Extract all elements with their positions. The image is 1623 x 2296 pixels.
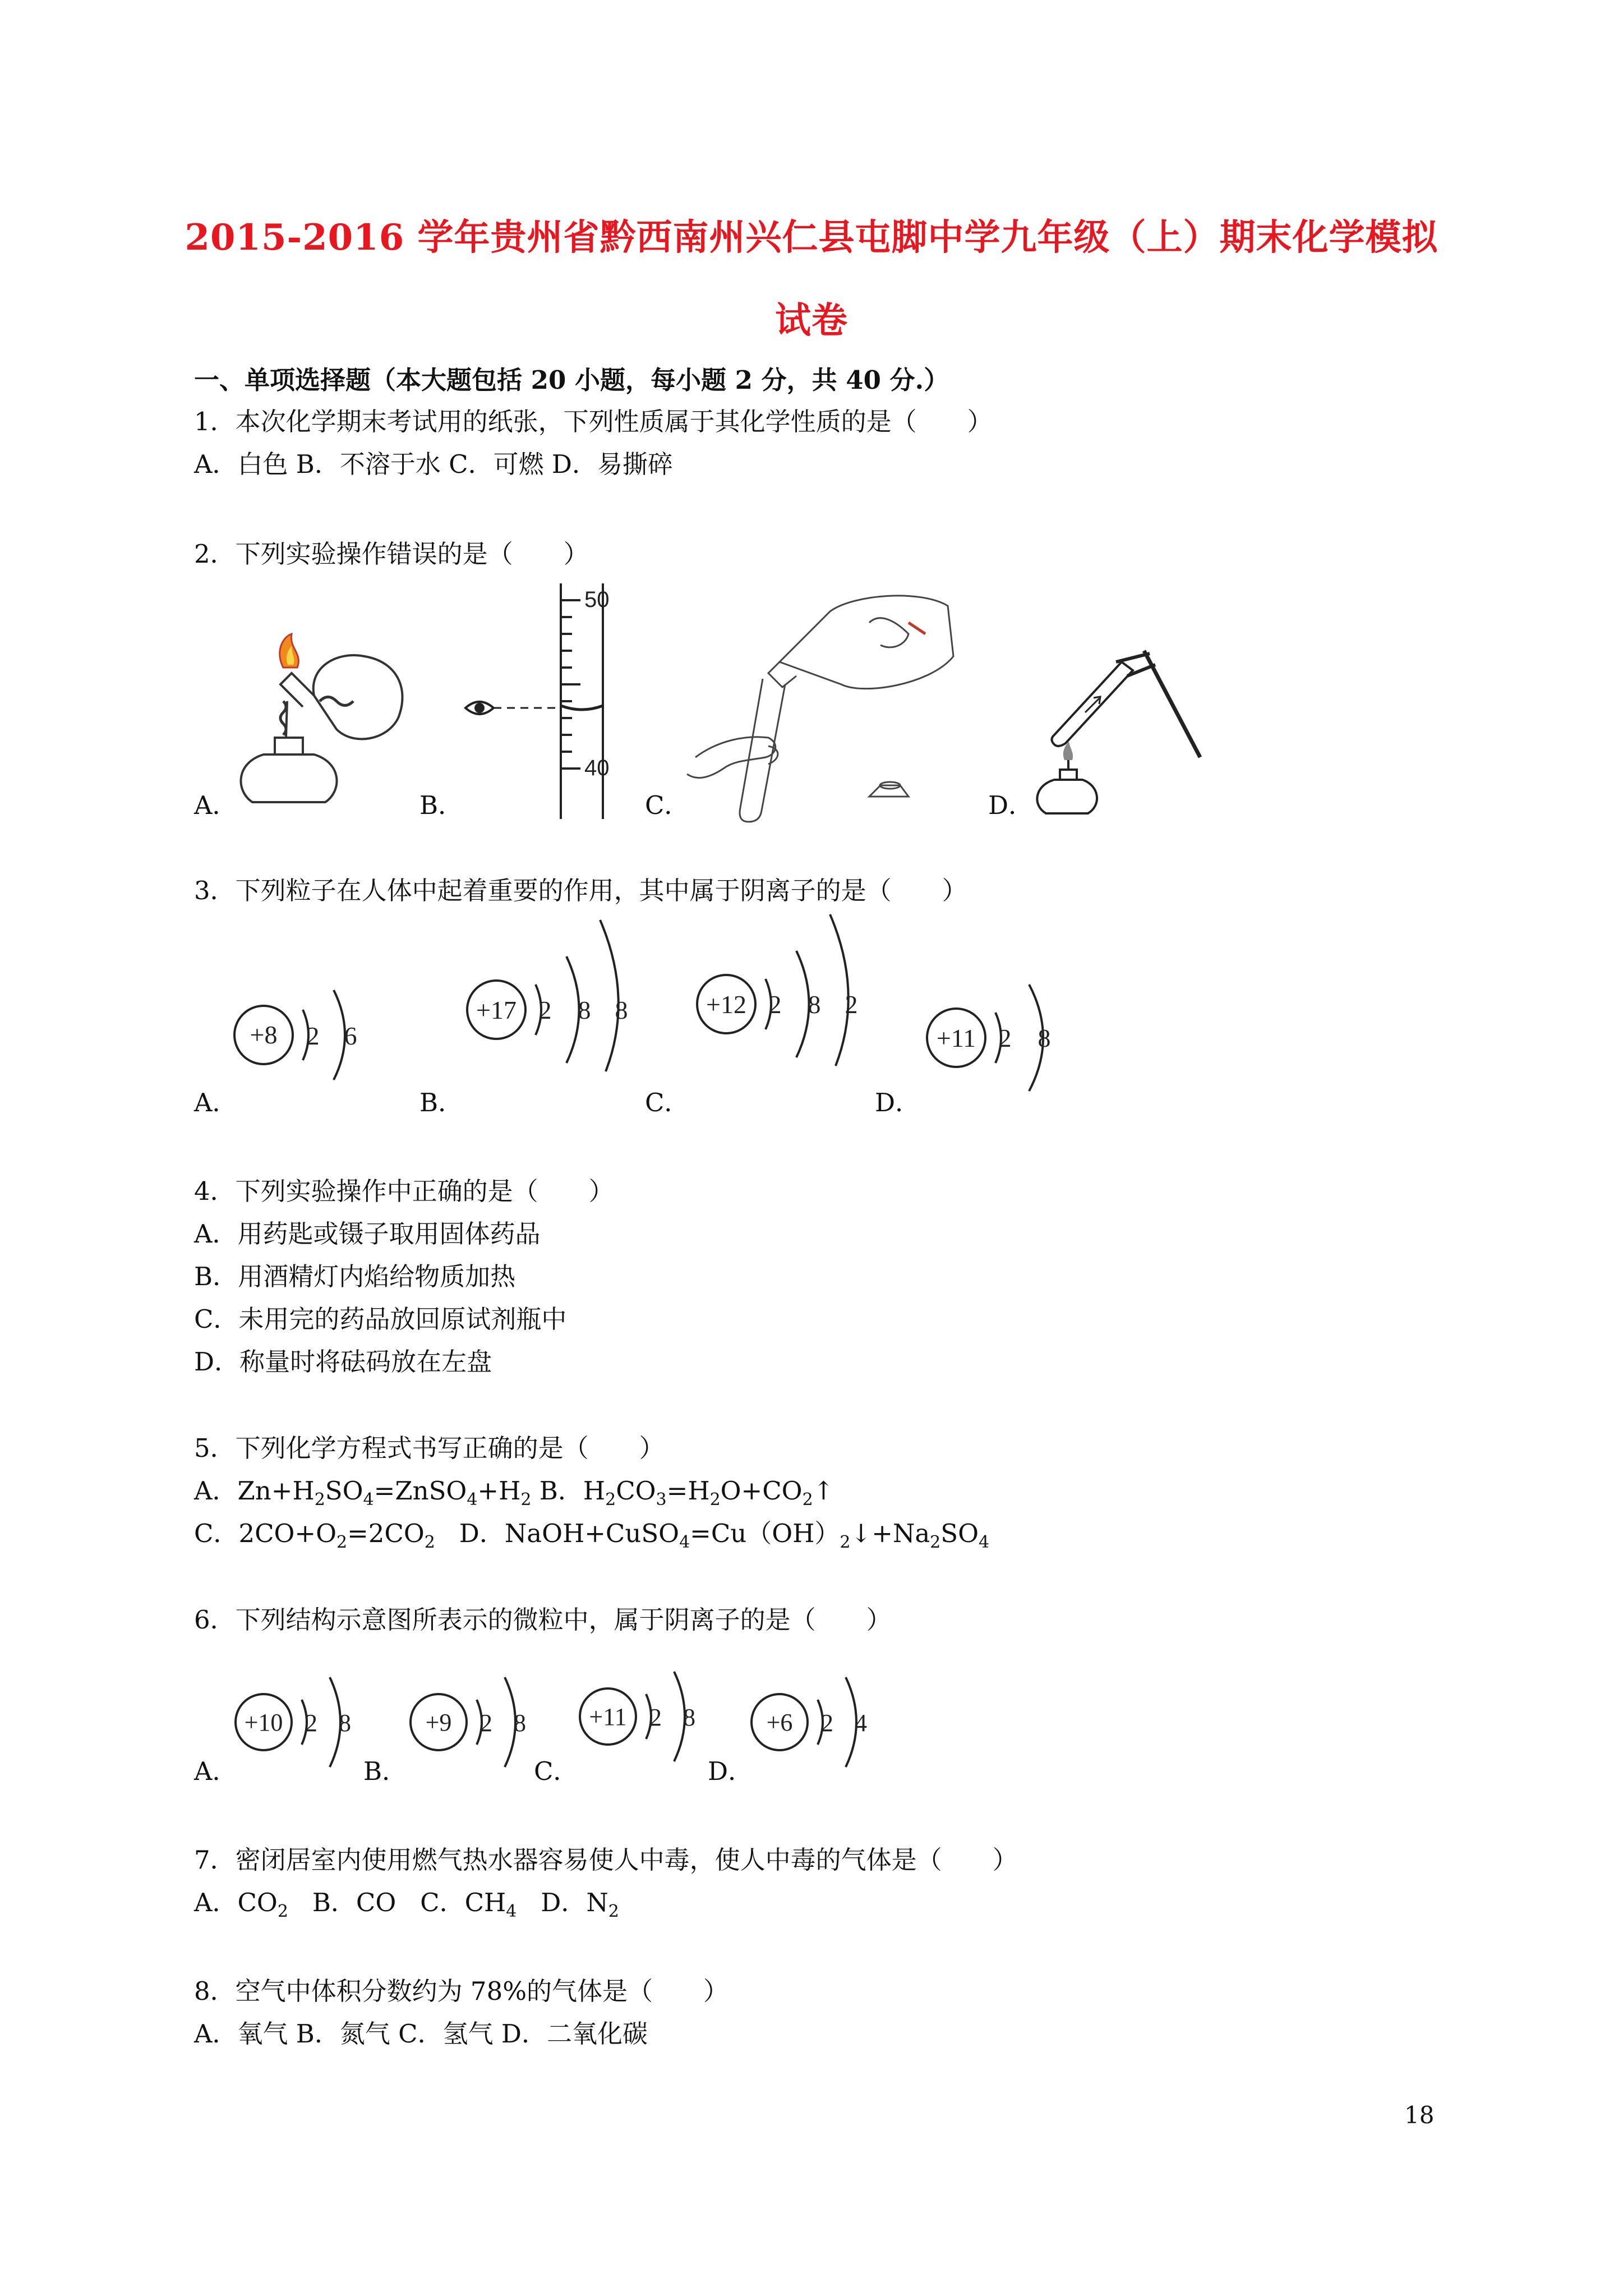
subscript: 4 [506,1902,517,1921]
question-4-stem: 4．下列实验操作中正确的是（ ） [194,1176,614,1206]
shell-electrons: 8 [615,996,628,1024]
question-3-label-d: D． [875,1088,921,1117]
nucleus-charge: +6 [766,1709,793,1736]
question-1-options: A．白色 B．不溶于水 C．可燃 D．易撕碎 [194,449,673,479]
subscript: 2 [608,1902,619,1921]
atom-diagram-6a [230,1655,365,1773]
question-8-stem: 8．空气中体积分数约为 78%的气体是（ ） [194,1976,728,2006]
shell-electrons: 2 [649,1704,662,1731]
atom-diagram-c [690,903,880,1071]
question-4-option-b: B．用酒精灯内焰给物质加热 [194,1262,516,1291]
nucleus-charge: +17 [476,996,517,1024]
shell-electrons: 4 [855,1709,867,1737]
equation-part: +Na [872,1519,930,1548]
measuring-cylinder-figure [460,583,645,825]
shell-electrons: 2 [480,1709,492,1737]
equation-part: +H [477,1476,521,1506]
atom-diagram-b [460,909,651,1077]
shell-electrons: 2 [998,1024,1012,1052]
question-5-options-cd [194,1518,990,1552]
question-4-option-c: C．未用完的药品放回原试剂瓶中 [194,1304,567,1334]
subscript: 2 [277,1902,288,1921]
precipitate-arrow-icon: ↓ [850,1519,872,1548]
shell-electrons: 2 [821,1709,833,1737]
subscript: 4 [363,1490,374,1510]
nucleus-charge: +10 [244,1709,283,1736]
equation-part: =ZnSO [374,1476,467,1506]
equation-part: NaOH+CuSO [504,1519,680,1548]
equation-part: =Cu（OH） [690,1519,840,1548]
section-heading: 一、单项选择题（本大题包括 20 小题，每小题 2 分，共 40 分.） [194,365,949,395]
subscript: 4 [978,1533,990,1552]
question-5-stem: 5．下列化学方程式书写正确的是（ ） [194,1433,665,1463]
question-2-stem: 2．下列实验操作错误的是（ ） [194,539,589,569]
question-4-option-a: A．用药匙或镊子取用固体药品 [194,1219,541,1249]
question-2-label-d: D． [988,790,1034,820]
question-2-label-b: B． [419,790,464,820]
atom-diagram-6c [574,1649,709,1767]
shell-electrons: 8 [683,1704,695,1731]
subscript: 2 [520,1490,532,1510]
option-label: D． [459,1519,505,1548]
subscript: 2 [424,1533,435,1552]
pouring-liquid-figure [684,589,965,825]
atom-diagram-6b [405,1655,540,1773]
option-a: A．CO [194,1888,278,1917]
nucleus-charge: +8 [250,1020,278,1049]
option-b: B．CO [312,1888,396,1917]
nucleus-charge: +12 [706,990,746,1019]
question-7-stem: 7．密闭居室内使用燃气热水器容易使人中毒，使人中毒的气体是（ ） [194,1845,1018,1875]
equation-part: O+CO [720,1476,803,1506]
subscript: 2 [930,1533,941,1552]
subscript: 2 [605,1490,616,1510]
shell-electrons: 8 [808,990,821,1019]
shell-electrons: 2 [306,1022,320,1050]
shell-electrons: 6 [344,1022,357,1050]
page-number: 18 [1404,2101,1435,2129]
subscript: 2 [802,1490,813,1510]
question-8-options: A．氧气 B．氮气 C．氢气 D．二氧化碳 [194,2019,648,2049]
alcohol-lamp-lighting-figure [230,634,415,819]
shell-electrons: 2 [768,990,782,1019]
question-2-label-a: A． [194,790,238,820]
option-c: C．CH [420,1888,506,1917]
question-3-label-c: C． [645,1088,690,1117]
page-title-continued: 试卷 [775,300,848,342]
question-6-label-a: A． [194,1756,238,1786]
gas-arrow-icon: ↑ [813,1476,834,1506]
subscript: 2 [840,1533,851,1552]
shell-electrons: 2 [538,996,552,1024]
cylinder-top-mark: 50 [584,587,610,612]
page-title: 2015-2016 学年贵州省黔西南州兴仁县屯脚中学九年级（上）期末化学模拟 [185,217,1438,259]
nucleus-charge: +11 [936,1024,976,1052]
subscript: 4 [679,1533,690,1552]
shell-electrons: 2 [845,990,858,1019]
equation-part: Zn+H [237,1476,315,1506]
question-3-stem: 3．下列粒子在人体中起着重要的作用，其中属于阴离子的是（ ） [194,876,967,905]
question-7-options [194,1887,619,1921]
equation-part: CO [616,1476,656,1506]
atom-diagram-6d [746,1655,880,1773]
heating-test-tube-figure [1032,651,1223,830]
equation-part: 2CO+O [238,1519,336,1548]
subscript: 4 [467,1490,478,1510]
equation-part: =H [666,1476,710,1506]
shell-electrons: 8 [578,996,591,1024]
shell-electrons: 8 [514,1709,526,1737]
equation-part: =2CO [347,1519,425,1548]
equation-part: SO [940,1519,979,1548]
question-6-label-d: D． [708,1756,754,1786]
nucleus-charge: +11 [589,1703,627,1731]
option-label: C． [194,1519,239,1548]
nucleus-charge: +9 [425,1709,452,1736]
question-5-options-ab [194,1475,834,1510]
atom-diagram-a [230,965,376,1105]
shell-electrons: 8 [339,1709,351,1737]
question-2-label-c: C． [645,790,690,820]
cylinder-bottom-mark: 40 [584,756,610,780]
question-6-stem: 6．下列结构示意图所表示的微粒中，属于阴离子的是（ ） [194,1605,892,1635]
question-1-stem: 1．本次化学期末考试用的纸张，下列性质属于其化学性质的是（ ） [194,407,993,436]
option-label: A． [194,1476,238,1506]
shell-electrons: 2 [305,1709,317,1737]
subscript: 2 [314,1490,325,1510]
option-label: B． [539,1476,583,1506]
shell-electrons: 8 [1038,1024,1051,1052]
question-3-label-a: A． [194,1088,238,1117]
subscript: 2 [709,1490,721,1510]
atom-diagram-d [920,965,1077,1111]
question-4-option-d: D．称量时将砝码放在左盘 [194,1347,492,1377]
equation-part: SO [325,1476,363,1506]
subscript: 2 [336,1533,348,1552]
question-6-label-b: B． [363,1756,408,1786]
question-3-label-b: B． [419,1088,464,1117]
option-d: D．N [541,1888,608,1917]
equation-part: H [583,1476,606,1506]
question-6-label-c: C． [534,1756,579,1786]
subscript: 3 [656,1490,667,1510]
